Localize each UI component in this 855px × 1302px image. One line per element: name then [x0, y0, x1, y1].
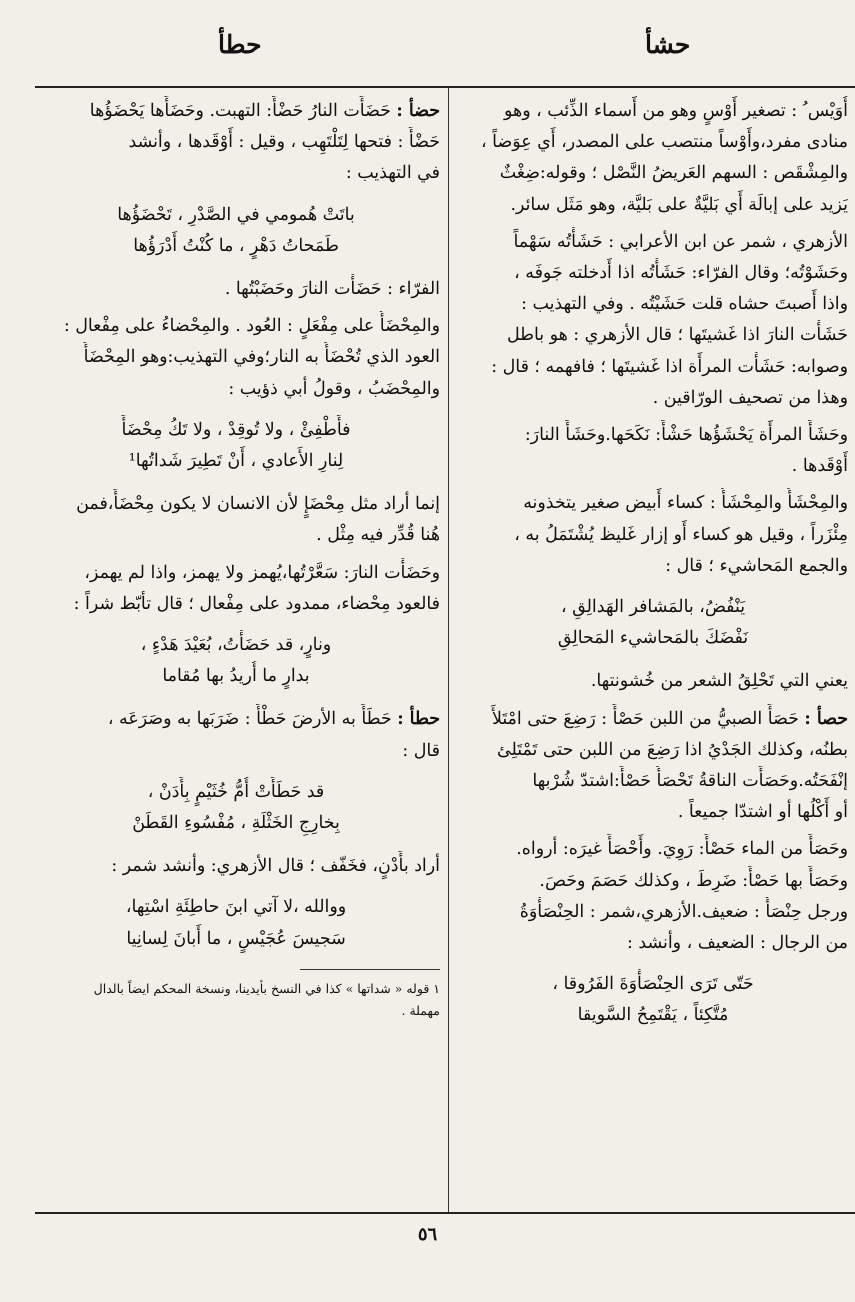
text-line: إنْفَحَتُه.وحَصَأَت الناقةُ تَحْصَأُ حَصْأً:اشتدّ شُرْبها — [532, 771, 848, 792]
verse-line: بدارٍ ما أُريدُ بها مُقاما — [162, 666, 310, 687]
entry-paragraph — [458, 834, 848, 959]
entry-paragraph — [458, 96, 848, 221]
text-line-body: حَضَأَت النارُ حَضْأً: التهبت. وحَضَأَها يَحْضَؤُها — [89, 101, 391, 121]
verse-block — [458, 592, 848, 654]
text-line: بطنُه، وكذلك الجَدْيُ اذا رَضِعَ من اللبن حتى تَمْتَلِئ — [496, 739, 848, 760]
text-line: وحَشَوْتُه؛ وقال الفرّاء: حَشَأْتُه اذا أَدخلته جَوفَه ، — [514, 263, 848, 284]
footnote-line: ١ قوله « شداتها » كذا في النسخ بأيدينا، ونسخة المحكم ايضاً بالدال — [93, 980, 440, 996]
entry-paragraph — [458, 420, 848, 482]
left-column — [32, 96, 440, 1022]
verse-line: قد حَطَأَتْ أُمُّ خُثَيْمٍ بِأَدَنْ ، — [147, 781, 325, 802]
entry-paragraph — [32, 274, 440, 305]
verse-line: حَتّى تَرَى الحِنْصَأْوَةَ الفَرُوقا ، — [552, 974, 754, 995]
text-line: العود الذي تُحْضَأُ به النار؛وفي التهذيب:وهو المِحْضَأُ — [83, 347, 440, 368]
verse-block — [32, 415, 440, 477]
verse-block — [458, 969, 848, 1031]
entry-hata — [32, 704, 440, 766]
text-line: والمِحْضَأُ على مِفْعَلٍ : العُود . والمِحْضاءُ على مِفْعال : — [63, 316, 440, 337]
bottom-rule — [35, 1212, 855, 1214]
text-line — [32, 704, 440, 735]
text-line: وحَشَأَ المرأَة يَحْشَؤُها حَشْأً: نَكَحَها.وحَشَأَ النارَ: — [524, 425, 848, 446]
entry-paragraph — [32, 558, 440, 620]
right-column — [458, 96, 848, 1044]
verse-line: ووالله ،لا آتي ابنَ حاطِئَةِ اسْتِها، — [125, 897, 347, 918]
text-line: يعني التي تَحْلِقُ الشعر من خُشونتها. — [590, 671, 848, 692]
verse-line: مُتَّكِئاً ، يَقْتَمِحُ السَّويقا — [577, 1005, 729, 1026]
verse-block — [32, 892, 440, 954]
text-line: أو أَكْلُها أو اشتدّا جميعاً . — [677, 802, 848, 823]
text-line: قال : — [402, 740, 440, 761]
top-rule — [35, 86, 855, 88]
text-line: ورجل حِنْصَأٌ : ضعيف.الأزهري،شمر : الحِنْصَأْوَةُ — [519, 901, 848, 922]
entry-paragraph — [458, 227, 848, 414]
text-line: في التهذيب : — [345, 163, 440, 184]
text-line-body: حَصَأَ الصبيُّ من اللبن حَصْأً : رَضِعَ حتى امْتَلأَ — [491, 708, 799, 729]
text-line: من الرجال : الضعيف ، وأنشد : — [626, 933, 848, 954]
verse-line: فأَطْفِئْ ، ولا تُوقِدْ ، ولا تَكُ مِحْضَأً — [121, 419, 351, 440]
verse-line: باتَتْ هُمومي في الصَّدْرِ ، تَحْضَؤُها — [117, 204, 355, 225]
text-line: والجمع المَحاشيء ؛ قال : — [665, 555, 848, 576]
text-line: واذا أَصبتَ حشاه قلت حَشَيْتُه . وفي التهذيب : — [521, 294, 848, 315]
verse-line: لِنارِ الأَعادي ، أَنْ تَطِيرَ شَداتُها¹ — [128, 451, 344, 472]
verse-line: نَفْضَكَ بالمَحاشيء المَحالِقِ — [557, 628, 749, 649]
text-line: حَشَأْت النارَ اذا غَشيتَها ؛ قال الأزهري : هو باطل — [506, 325, 848, 346]
text-line: وحَضَأْت النارَ: سَعَّرْتُها،يُهمز ولا يهمز، واذا لم يهمز، — [84, 562, 440, 583]
text-line: إنما أراد مثل مِحْضَإٍ لأن الانسان لا يكون مِحْضَأً،فمن — [76, 494, 440, 515]
text-line — [32, 96, 440, 127]
footnote-rule — [300, 969, 440, 970]
verse-block — [32, 777, 440, 839]
text-line: والمِحْشَأُ والمِحْشَأُ : كساء أَبيض صغير يتخذونه — [523, 493, 848, 514]
text-line-body: حَطَأَ به الأرضَ حَطْأً : ضَرَبَها به وصَرَعَه ، — [107, 709, 392, 730]
page-number: ٥٦ — [417, 1224, 438, 1245]
verse-block — [32, 200, 440, 262]
verse-block — [32, 630, 440, 692]
entry-paragraph — [32, 489, 440, 551]
text-line — [458, 704, 848, 735]
text-line: الفرّاء : حَضَأْت النارَ وحَضَبْتُها . — [224, 279, 440, 300]
footnote — [32, 978, 440, 1022]
entry-paragraph — [32, 851, 440, 882]
running-head-right: حشأ — [645, 30, 691, 59]
verse-line: بِخارِجِ الخَثْلَةِ ، مُفْسُوءِ القَطَنْ — [132, 813, 340, 834]
text-line: وحَصَأَ بها حَصْأً: ضَرِطَ ، وكذلك حَصَمَ وحَصَ. — [539, 870, 848, 891]
text-line: أُوَيْس ُ : تصغير أَوْسٍ وهو من أَسماء الذِّئب ، وهو — [504, 101, 848, 121]
footnote-line: مهملة . — [401, 1002, 440, 1018]
text-line: الأزهري ، شمر عن ابن الأعرابي : حَشَأْتُه سَهْماً — [513, 231, 848, 252]
text-line: يَزيد على إبالَة أَي بَليَّةٌ على بَليَّة، وهو مَثَل سائر. — [510, 194, 848, 215]
headword: حطأ : — [397, 709, 440, 730]
entry-hasa — [458, 704, 848, 829]
verse-line: طَمَحاتُ دَهْرٍ ، ما كُنْتُ أَدْرَؤُها — [133, 235, 339, 256]
text-line: مِئْزَراً ، وقيل هو كساء أَو إزار غَليظ يُشْتَمَلُ به ، — [514, 524, 848, 545]
verse-line: سَجيسَ عُجَيْسٍ ، ما أَبانَ لِسانِيا — [126, 928, 346, 949]
text-line: وحَصَأَ من الماء حَصْأً: رَوِيَ. وأَحْصَأَ غيرَه: أرواه. — [516, 839, 848, 860]
entry-paragraph — [458, 666, 848, 697]
text-line: والمِشْقَص : السهم العَريضُ النَّصْل ؛ وقوله:ضِغْثٌ — [499, 163, 848, 184]
headword: حصأ : — [804, 708, 848, 729]
verse-line: يَنْفُضُ، بالمَشافر الهَدالِقِ ، — [560, 597, 746, 618]
entry-paragraph — [458, 488, 848, 582]
text-line: فالعود مِحْضاء، ممدود على مِفْعال ؛ قال تأبّط شراً : — [73, 593, 440, 614]
text-line: وهذا من تصحيف الورّاقين . — [652, 387, 848, 408]
running-head-left: حطأ — [218, 30, 262, 59]
text-line: منادى مفرد،وأَوْساً منتصب على المصدر، أَي عِوَضاً ، — [481, 132, 848, 153]
text-line: والمِحْضَبُ ، وقولُ أبي ذؤيب : — [228, 378, 440, 399]
headword: حضأ : — [396, 101, 440, 121]
verse-line: ونارٍ، قد حَضَأْتُ، بُعَيْدَ هَدْءٍ ، — [140, 635, 332, 656]
text-line: حَضْأً : فتحها لِتَلْتَهِب ، وقيل : أَوْقَدها ، وأنشد — [128, 132, 440, 153]
text-line: أَوْقَدها . — [791, 456, 848, 477]
text-line: أراد بأَدْنٍ، فخَفّف ؛ قال الأزهري: وأنشد شمر : — [111, 856, 440, 877]
text-line: وصوابه: حَشَأْت المرأَة اذا غَشيتَها ؛ فافهمه ؛ قال : — [491, 356, 848, 377]
column-divider — [448, 88, 449, 1212]
entry-paragraph — [32, 311, 440, 405]
text-line: هُنا قُدِّر فيه مِثْل . — [316, 525, 440, 546]
entry-hada — [32, 96, 440, 190]
